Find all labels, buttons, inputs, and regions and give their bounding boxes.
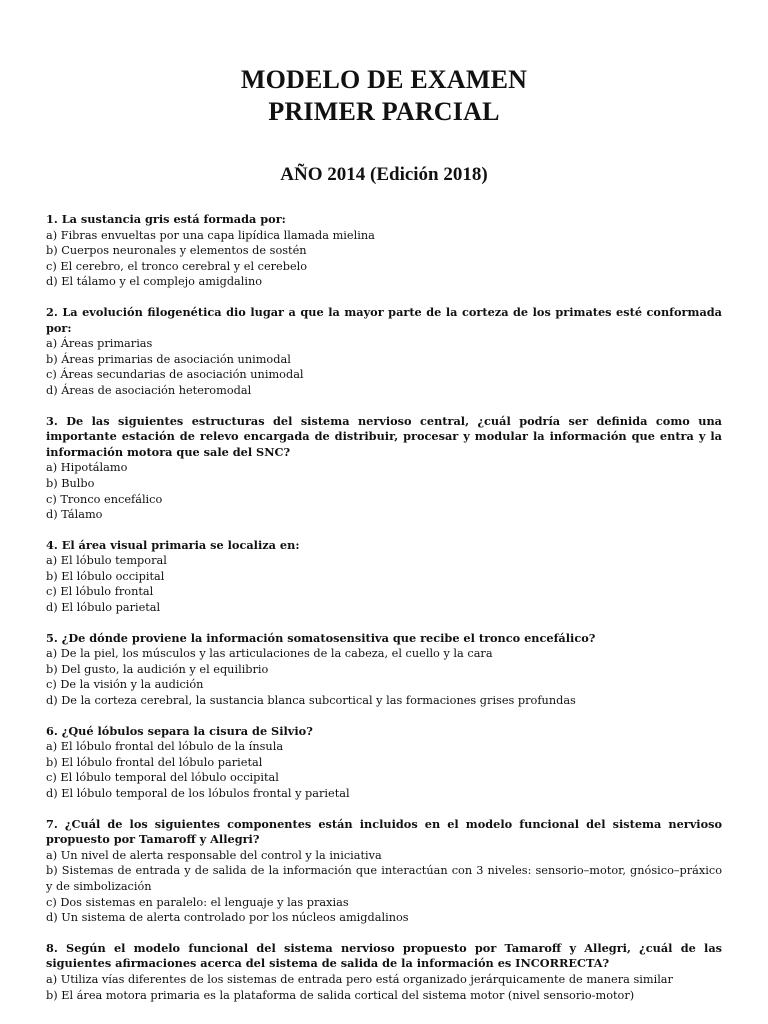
option-list: [46, 553, 722, 615]
option-c: c) Dos sistemas en paralelo: el lenguaje y las praxias: [46, 895, 349, 909]
question-6: [46, 724, 722, 802]
title-line-1: MODELO DE EXAMEN: [240, 65, 528, 94]
option-a: a) Hipotálamo: [46, 461, 128, 475]
option-b: b) El lóbulo frontal del lóbulo parietal: [46, 755, 263, 769]
option-a: a) El lóbulo temporal: [46, 554, 167, 568]
option-a: a) El lóbulo frontal del lóbulo de la ínsula: [46, 740, 284, 754]
option-b: b) Bulbo: [46, 476, 95, 490]
option-d: d) Tálamo: [46, 508, 103, 522]
header: [46, 0, 722, 186]
year-edition-subtitle: AÑO 2014 (Edición 2018): [280, 164, 488, 185]
option-d: d) El lóbulo parietal: [46, 601, 161, 615]
question-text: 7. ¿Cuál de los siguientes componentes están incluidos en el modelo funcional del sistema nervioso propuesto por Tamaroff y Allegri?: [46, 816, 722, 847]
option-c: c) El lóbulo temporal del lóbulo occipital: [46, 771, 279, 785]
question-text: 1. La sustancia gris está formada por:: [46, 212, 286, 226]
option-c: c) El lóbulo frontal: [46, 585, 154, 599]
option-list: [46, 646, 722, 708]
question-text: 2. La evolución filogenética dio lugar a que la mayor parte de la corteza de los primates esté conformada por:: [46, 304, 722, 335]
option-d: d) El tálamo y el complejo amigdalino: [46, 275, 263, 289]
option-a: a) Áreas primarias: [46, 337, 153, 351]
question-3: [46, 414, 722, 523]
option-b: b) Áreas primarias de asociación unimodal: [46, 352, 291, 366]
option-d: d) Áreas de asociación heteromodal: [46, 383, 252, 397]
option-d: d) El lóbulo temporal de los lóbulos frontal y parietal: [46, 787, 350, 800]
question-list: [46, 212, 722, 1003]
option-b: b) El área motora primaria es la plataforma de salida cortical del sistema motor (nivel sensorio-motor): [46, 988, 635, 1002]
option-list: [46, 972, 722, 1003]
question-5: [46, 631, 722, 709]
question-text: 8. Según el modelo funcional del sistema nervioso propuesto por Tamaroff y Allegri, ¿cuál de las siguientes afirmaciones acerca del sistema de salida de la información es INCORRECTA?: [46, 940, 722, 971]
option-c: c) Tronco encefálico: [46, 492, 163, 506]
question-8: [46, 941, 722, 1003]
option-list: [46, 460, 722, 522]
option-a: a) Utiliza vías diferentes de los sistemas de entrada pero está organizado jerárquicamente de manera similar: [46, 972, 673, 986]
question-text: 5. ¿De dónde proviene la información somatosensitiva que recibe el tronco encefálico?: [46, 630, 596, 645]
option-c: c) El cerebro, el tronco cerebral y el cerebelo: [46, 259, 308, 273]
option-b: b) Del gusto, la audición y el equilibrio: [46, 662, 269, 676]
title-line-2: PRIMER PARCIAL: [268, 97, 500, 126]
option-c: c) Áreas secundarias de asociación unimodal: [46, 368, 304, 382]
question-1: [46, 212, 722, 290]
option-a: a) Un nivel de alerta responsable del control y la iniciativa: [46, 848, 382, 862]
question-text: 6. ¿Qué lóbulos separa la cisura de Silvio?: [46, 723, 313, 738]
option-list: [46, 739, 722, 801]
option-d: d) Un sistema de alerta controlado por los núcleos amigdalinos: [46, 911, 409, 925]
question-4: [46, 538, 722, 616]
option-b: b) Cuerpos neuronales y elementos de sostén: [46, 244, 307, 258]
option-d: d) De la corteza cerebral, la sustancia blanca subcortical y las formaciones grises profundas: [46, 694, 576, 708]
option-a: a) Fibras envueltas por una capa lipídica llamada mielina: [46, 228, 375, 242]
option-b: b) El lóbulo occipital: [46, 569, 165, 583]
question-7: [46, 817, 722, 926]
question-2: [46, 305, 722, 399]
option-list: [46, 228, 722, 290]
option-a: a) De la piel, los músculos y las articulaciones de la cabeza, el cuello y la cara: [46, 647, 493, 661]
option-list: [46, 848, 722, 926]
option-c: c) De la visión y la audición: [46, 678, 204, 692]
option-b: b) Sistemas de entrada y de salida de la información que interactúan con 3 niveles: sensorio–motor, gnósico–práxico y de simbolización: [46, 864, 722, 893]
question-text: 3. De las siguientes estructuras del sistema nervioso central, ¿cuál podría ser definida como una importante estación de relevo encargada de distribuir, procesar y modular la información que entra y la información motora que sale del SNC?: [46, 413, 722, 459]
option-list: [46, 336, 722, 398]
question-text: 4. El área visual primaria se localiza en:: [46, 537, 300, 552]
